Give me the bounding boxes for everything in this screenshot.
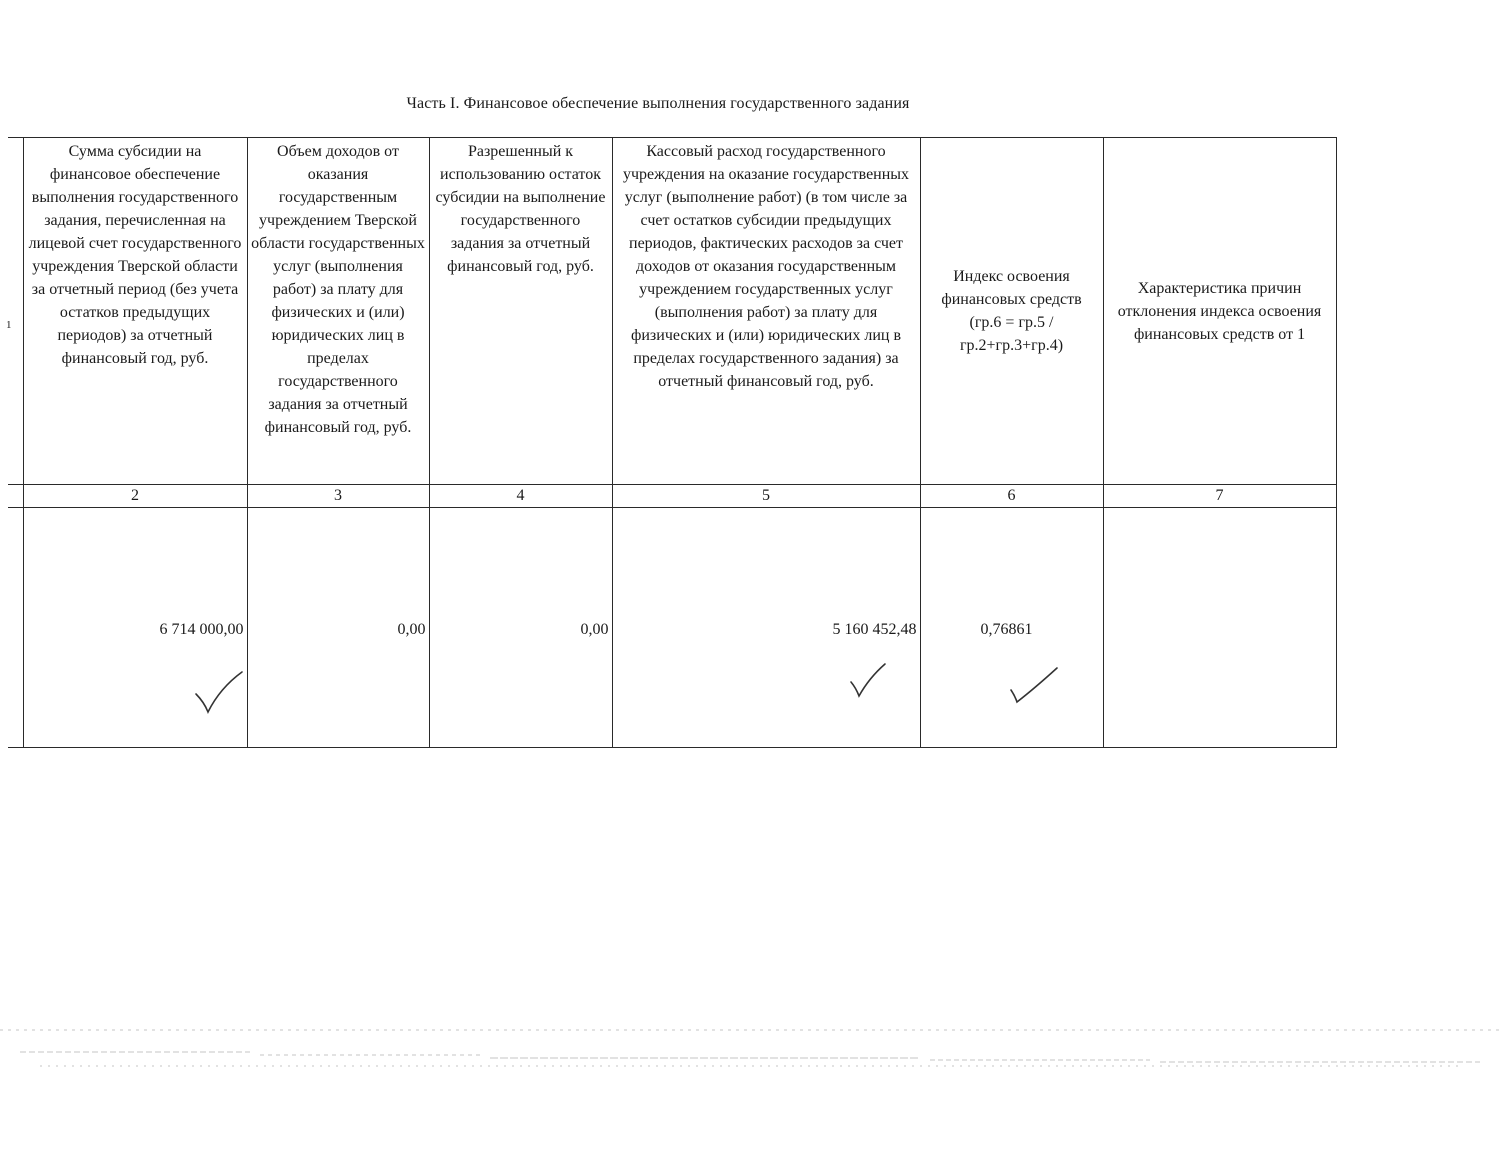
column-number: 5 [612,485,920,508]
financial-table [8,137,1337,748]
value-cell-income [247,508,429,748]
header-row [8,138,1336,485]
income-volume-value: 0,00 [397,621,426,638]
stub-cell [8,485,23,508]
value-cell-balance [429,508,612,748]
header-subsidy-amount: Сумма субсидии на финансовое обеспечение выполнения государственного задания, перечисленная на лицевой счет государственного учреждения Тверской области за отчетный период (без учета остатков предыдущих периодов) за отчетный финансовый год, руб. [23,138,247,485]
header-cash-expense: Кассовый расход государственного учреждения на оказание государственных услуг (выполнение работ) (в том числе за счет остатков субсидии предыдущих периодов, фактических расходов за счет доходов от оказания государственным учреждением государственных услуг (выполнения работ) за плату для физических и (или) юридических лиц в пределах государственного задания) за отчетный финансовый год, руб. [612,138,920,485]
utilization-index-value: 0,76861 [980,621,1033,638]
check-mark-icon [1005,664,1065,709]
check-mark-icon [843,660,893,705]
value-cell-expense [612,508,920,748]
column-number: 4 [429,485,612,508]
check-mark-icon [184,668,254,718]
column-number-row [8,485,1336,508]
stub-column-number: 1 [6,319,12,331]
header-deviation-reasons: Характеристика причин отклонения индекса освоения финансовых средств от 1 [1103,138,1336,485]
stub-cell [8,508,23,748]
allowed-balance-value: 0,00 [580,621,609,638]
header-utilization-index: Индекс освоения финансовых средств (гр.6 = гр.5 / гр.2+гр.3+гр.4) [920,138,1103,485]
scan-artifact [0,1000,1500,1090]
value-cell-subsidy [23,508,247,748]
header-allowed-balance: Разрешенный к использованию остаток субсидии на выполнение государственного задания за отчетный финансовый год, руб. [429,138,612,485]
subsidy-amount-value: 6 714 000,00 [159,621,244,638]
value-row [8,508,1336,748]
document-title: Часть I. Финансовое обеспечение выполнения государственного задания [406,95,910,112]
stub-cell [8,138,23,485]
column-number: 3 [247,485,429,508]
column-number: 7 [1103,485,1336,508]
column-number: 2 [23,485,247,508]
value-cell-reasons [1103,508,1336,748]
header-income-volume: Объем доходов от оказания государственным учреждением Тверской области государственных услуг (выполнения работ) за плату для физических и (или) юридических лиц в пределах государственного задания за отчетный финансовый год, руб. [247,138,429,485]
column-number: 6 [920,485,1103,508]
cash-expense-value: 5 160 452,48 [832,621,917,638]
value-cell-index [920,508,1103,748]
